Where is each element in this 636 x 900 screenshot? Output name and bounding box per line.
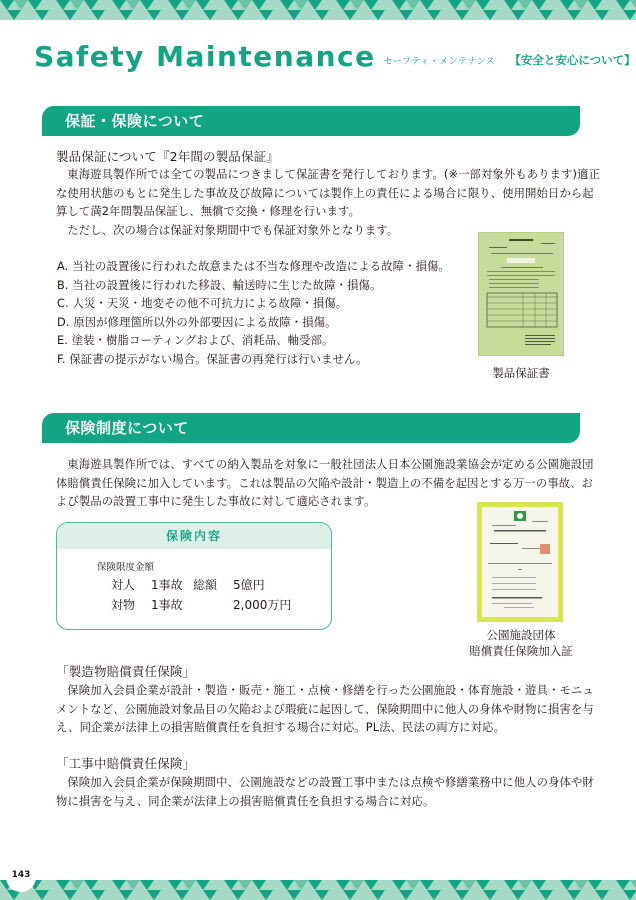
coverage-limit-label: 保険限度金額 <box>97 562 155 573</box>
exclusion-item-f: F. 保証書の提示がない場合。保証書の再発行は行いません。 <box>57 352 368 366</box>
warranty-certificate-image <box>478 232 564 356</box>
coverage-row-property <box>97 595 331 615</box>
section-header-warranty-insurance: 保証・保険について <box>42 106 580 136</box>
insurance-content-box <box>56 522 332 630</box>
coverage-target: 対人 <box>111 578 136 592</box>
coverage-per: 1事故 <box>151 598 183 612</box>
insurance-certificate-caption <box>462 627 580 659</box>
bottom-triangle-pattern <box>0 880 636 900</box>
exclusion-list <box>57 258 477 369</box>
coverage-target: 対物 <box>111 598 136 612</box>
warranty-paragraph-1: 東海遊具製作所では全ての製品につきまして保証書を発行しております。(※一部対象外もあります)適正な使用状態のもとに発生した事故及び故障については製作上の責任による場合に限り、使用開始日から起算して満2年間製品保証し、無償で交換・修理を行います。 <box>56 168 601 218</box>
title-japanese: 【安全と安心について】 <box>509 53 636 67</box>
insurance-certificate-image <box>477 502 563 622</box>
insurance-intro-paragraph: 東海遊具製作所では、すべての納入製品を対象に一般社団法人日本公園施設業協会が定める公園施設団体賠償責任保険に加入しています。これは製品の欠陥や設計・製造上の不備を起因とする万一の事故、および製品の設置工事中に発生した事故に対して適応されます。 <box>56 458 594 508</box>
coverage-row-bodily <box>97 575 331 595</box>
caption-line-1: 公園施設団体 <box>486 628 556 642</box>
construction-liability-body: 保険加入会員企業が保険期間中、公園施設などの設置工事中または点検や修繕業務中に他人の身体や財物に損害を与え、同企業が法律上の損害賠償責任を負担する場合に対応。 <box>56 776 594 808</box>
warranty-subheading: 製品保証について『2年間の製品保証』 <box>56 149 279 164</box>
coverage-per: 1事故 <box>151 578 183 592</box>
page-number-badge <box>6 862 36 892</box>
page-number: 143 <box>11 870 31 880</box>
coverage-amount: 2,000万円 <box>233 598 292 612</box>
insurance-box-title: 保険内容 <box>57 523 331 549</box>
top-triangle-pattern <box>0 0 636 20</box>
exclusion-item-e: E. 塗装・樹脂コーティングおよび、消耗品、軸受部。 <box>57 334 334 347</box>
coverage-amount: 5億円 <box>233 578 265 592</box>
caption-line-2: 賠償責任保険加入証 <box>469 644 573 658</box>
title-english: Safety Maintenance <box>34 40 376 73</box>
exclusion-item-a: A. 当社の設置後に行われた故意または不当な修理や改造による故障・損傷。 <box>57 260 450 273</box>
exclusion-item-c: C. 人災・天災・地変その他不可抗力による故障・損傷。 <box>57 297 348 310</box>
product-liability-body: 保険加入会員企業が設計・製造・販売・施工・点検・修繕を行った公園施設・体育施設・遊具・モニュメントなど、公園施設対象品目の欠陥および瑕疵に起因して、保険期間中に他人の身体や財物に損害を与え、同企業が法律上の損害賠償責任を負担する場合に対応。PL法、民法の両方に対応。 <box>56 684 594 734</box>
coverage-total-label <box>193 595 233 615</box>
title-katakana: セーフティ・メンテナンス <box>383 57 496 67</box>
product-liability-heading: 「製造物賠償責任保険」 <box>56 664 196 679</box>
section-header-insurance-system: 保険制度について <box>42 413 580 443</box>
exclusion-item-b: B. 当社の設置後に行われた移設、輸送時に生じた故障・損傷。 <box>57 278 382 292</box>
coverage-total-label: 総額 <box>193 578 218 592</box>
exclusion-item-d: D. 原因が修理箇所以外の外部要因による故障・損傷。 <box>57 315 337 329</box>
construction-liability-heading: 「工事中賠償責任保険」 <box>56 756 196 771</box>
warranty-image-caption: 製品保証書 <box>492 366 550 380</box>
page-title <box>34 40 636 74</box>
warranty-paragraph-2: ただし、次の場合は保証対象期間中でも保証対象外となります。 <box>67 224 399 237</box>
